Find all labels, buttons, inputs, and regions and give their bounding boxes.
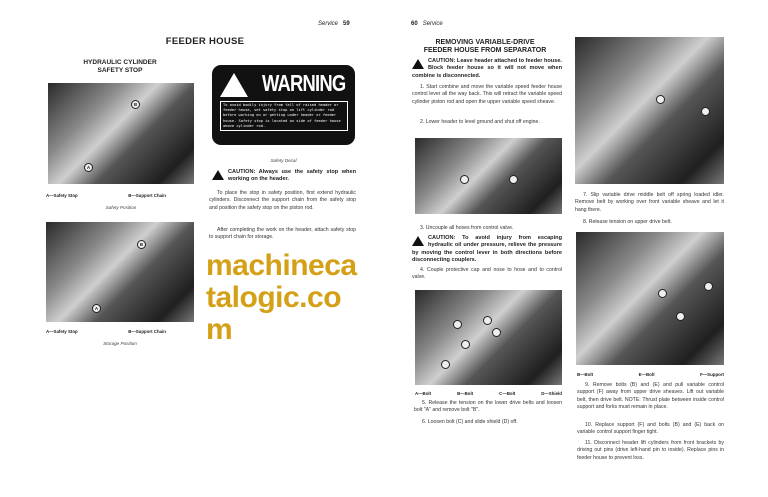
callout [509,175,518,184]
heading-line: HYDRAULIC CYLINDER [83,59,157,66]
page-number: 59 [343,21,350,27]
figure-labels [46,193,166,198]
caution-icon [412,236,424,246]
figure-caption: Storage Position [103,341,137,346]
paragraph: 9. Remove bolts (B) and (E) and pull variable control support (F) away from upper drive sheaves. Lift out variable belt, then drive belt. NOTE: Thrust plate between inside control support and forks must remain in place. [577,382,724,410]
photo-control-valve [415,138,562,214]
caution-icon [212,170,224,180]
caution-icon [412,59,424,69]
paragraph: 3. Uncouple all hoses from control valve. [420,225,514,231]
paragraph: 10. Replace support (F) and bolts (B) and (E) back on variable control support finger tight. [577,422,724,436]
callout [460,175,469,184]
photo-storage-position [46,222,194,322]
callout [701,107,710,116]
header-section: Service [318,21,339,27]
header-section: Service [422,21,443,27]
page-title: FEEDER HOUSE [165,36,245,47]
paragraph: 11. Disconnect header lift cylinders from front brackets by driving out pins (drive left-hand pin to inside). Replace pins in feeder house to prevent loss. [577,440,724,461]
label: B—Bolt [577,372,594,377]
page-number: 60 [411,21,418,27]
callout [441,360,450,369]
figure-caption: Safety Position [105,205,137,210]
photo-safety-position [48,83,194,184]
page-header-left [318,21,350,27]
section-heading [50,59,190,75]
figure-labels [415,391,562,396]
callout [461,340,470,349]
paragraph: After completing the work on the header, attach safety stop to support chain for storage. [209,227,356,241]
page-header-right [411,21,443,27]
photo-lower-drive [415,290,562,385]
callout [658,289,667,298]
callout: A [84,163,93,172]
callout [483,316,492,325]
callout: B [131,100,140,109]
callout [676,312,685,321]
photo-upper-drive [576,232,724,365]
caution-text: CAUTION: Leave header attached to feeder house. Block feeder house so it will not move when combine is disconnected. [412,58,562,79]
label: E—Bolt [638,372,655,377]
callout [656,95,665,104]
figure-labels [46,329,166,334]
warning-heading: WARNING [262,70,346,96]
callout: A [92,304,101,313]
figure-labels [577,372,724,377]
section-heading [410,39,560,55]
heading-line: SAFETY STOP [97,67,143,74]
callout [453,320,462,329]
paragraph: 6. Loosen bolt (C) and slide shield (D) off. [422,419,518,425]
paragraph: 1. Start combine and move the variable speed feeder house control lever all the way back. This will retract the variable speed cylinder piston rod and open the upper variable speed sheave. [412,84,562,105]
figure-caption: Safety Decal [270,158,297,163]
label: B—Support Chain [128,329,166,334]
paragraph: 8. Release tension on upper drive belt. [583,219,672,225]
heading-line: FEEDER HOUSE FROM SEPARATOR [423,47,547,54]
paragraph: To place the stop in safety position, first extend hydraulic cylinders. Disconnect the support chain from the safety stop and position the safety stop on the piston rod. [209,190,356,211]
warning-text: To avoid bodily injury from fall of raised header or feeder house, set safety stop on lift cylinder rod before working on or getting under header or feeder house. Safety stop is located on side of feeder house above cylinder rod. [220,101,348,131]
watermark: machinecatalogic.com [206,249,357,346]
caution-text: CAUTION: To avoid injury from escaping hydraulic oil under pressure, relieve the pressure by moving the control lever in both directions before disconnecting couplers. [412,235,562,263]
label: B—Bolt [457,391,474,396]
paragraph: 4. Couple protective cap and nose to hose and to control valve. [412,267,562,281]
callout [492,328,501,337]
caution-note [212,169,356,184]
label: A—Bolt [415,391,432,396]
callout: B [137,240,146,249]
label: B—Support Chain [128,193,166,198]
caution-note [412,235,562,264]
paragraph: 7. Slip variable drive middle belt off spring loaded idler. Remove belt by working over front variable sheave and let it hang there. [575,192,724,213]
warning-triangle-icon [220,73,248,97]
heading-line: REMOVING VARIABLE-DRIVE [435,39,535,46]
paragraph: 5. Release the tension on the lower drive belts and loosen bolt "A" and remove bolt "B". [414,400,562,414]
label: A—Safety Stop [46,329,78,334]
caution-text: CAUTION: Always use the safety stop when working on the header. [228,169,356,183]
label: F—Support [700,372,724,377]
label: D—Shield [541,391,562,396]
warning-decal [212,65,355,145]
callout [704,282,713,291]
caution-note [412,58,562,80]
paragraph: 2. Lower header to level ground and shut off engine. [420,119,540,125]
label: A—Safety Stop [46,193,78,198]
photo-variable-drive [575,37,724,184]
label: C—Bolt [499,391,516,396]
